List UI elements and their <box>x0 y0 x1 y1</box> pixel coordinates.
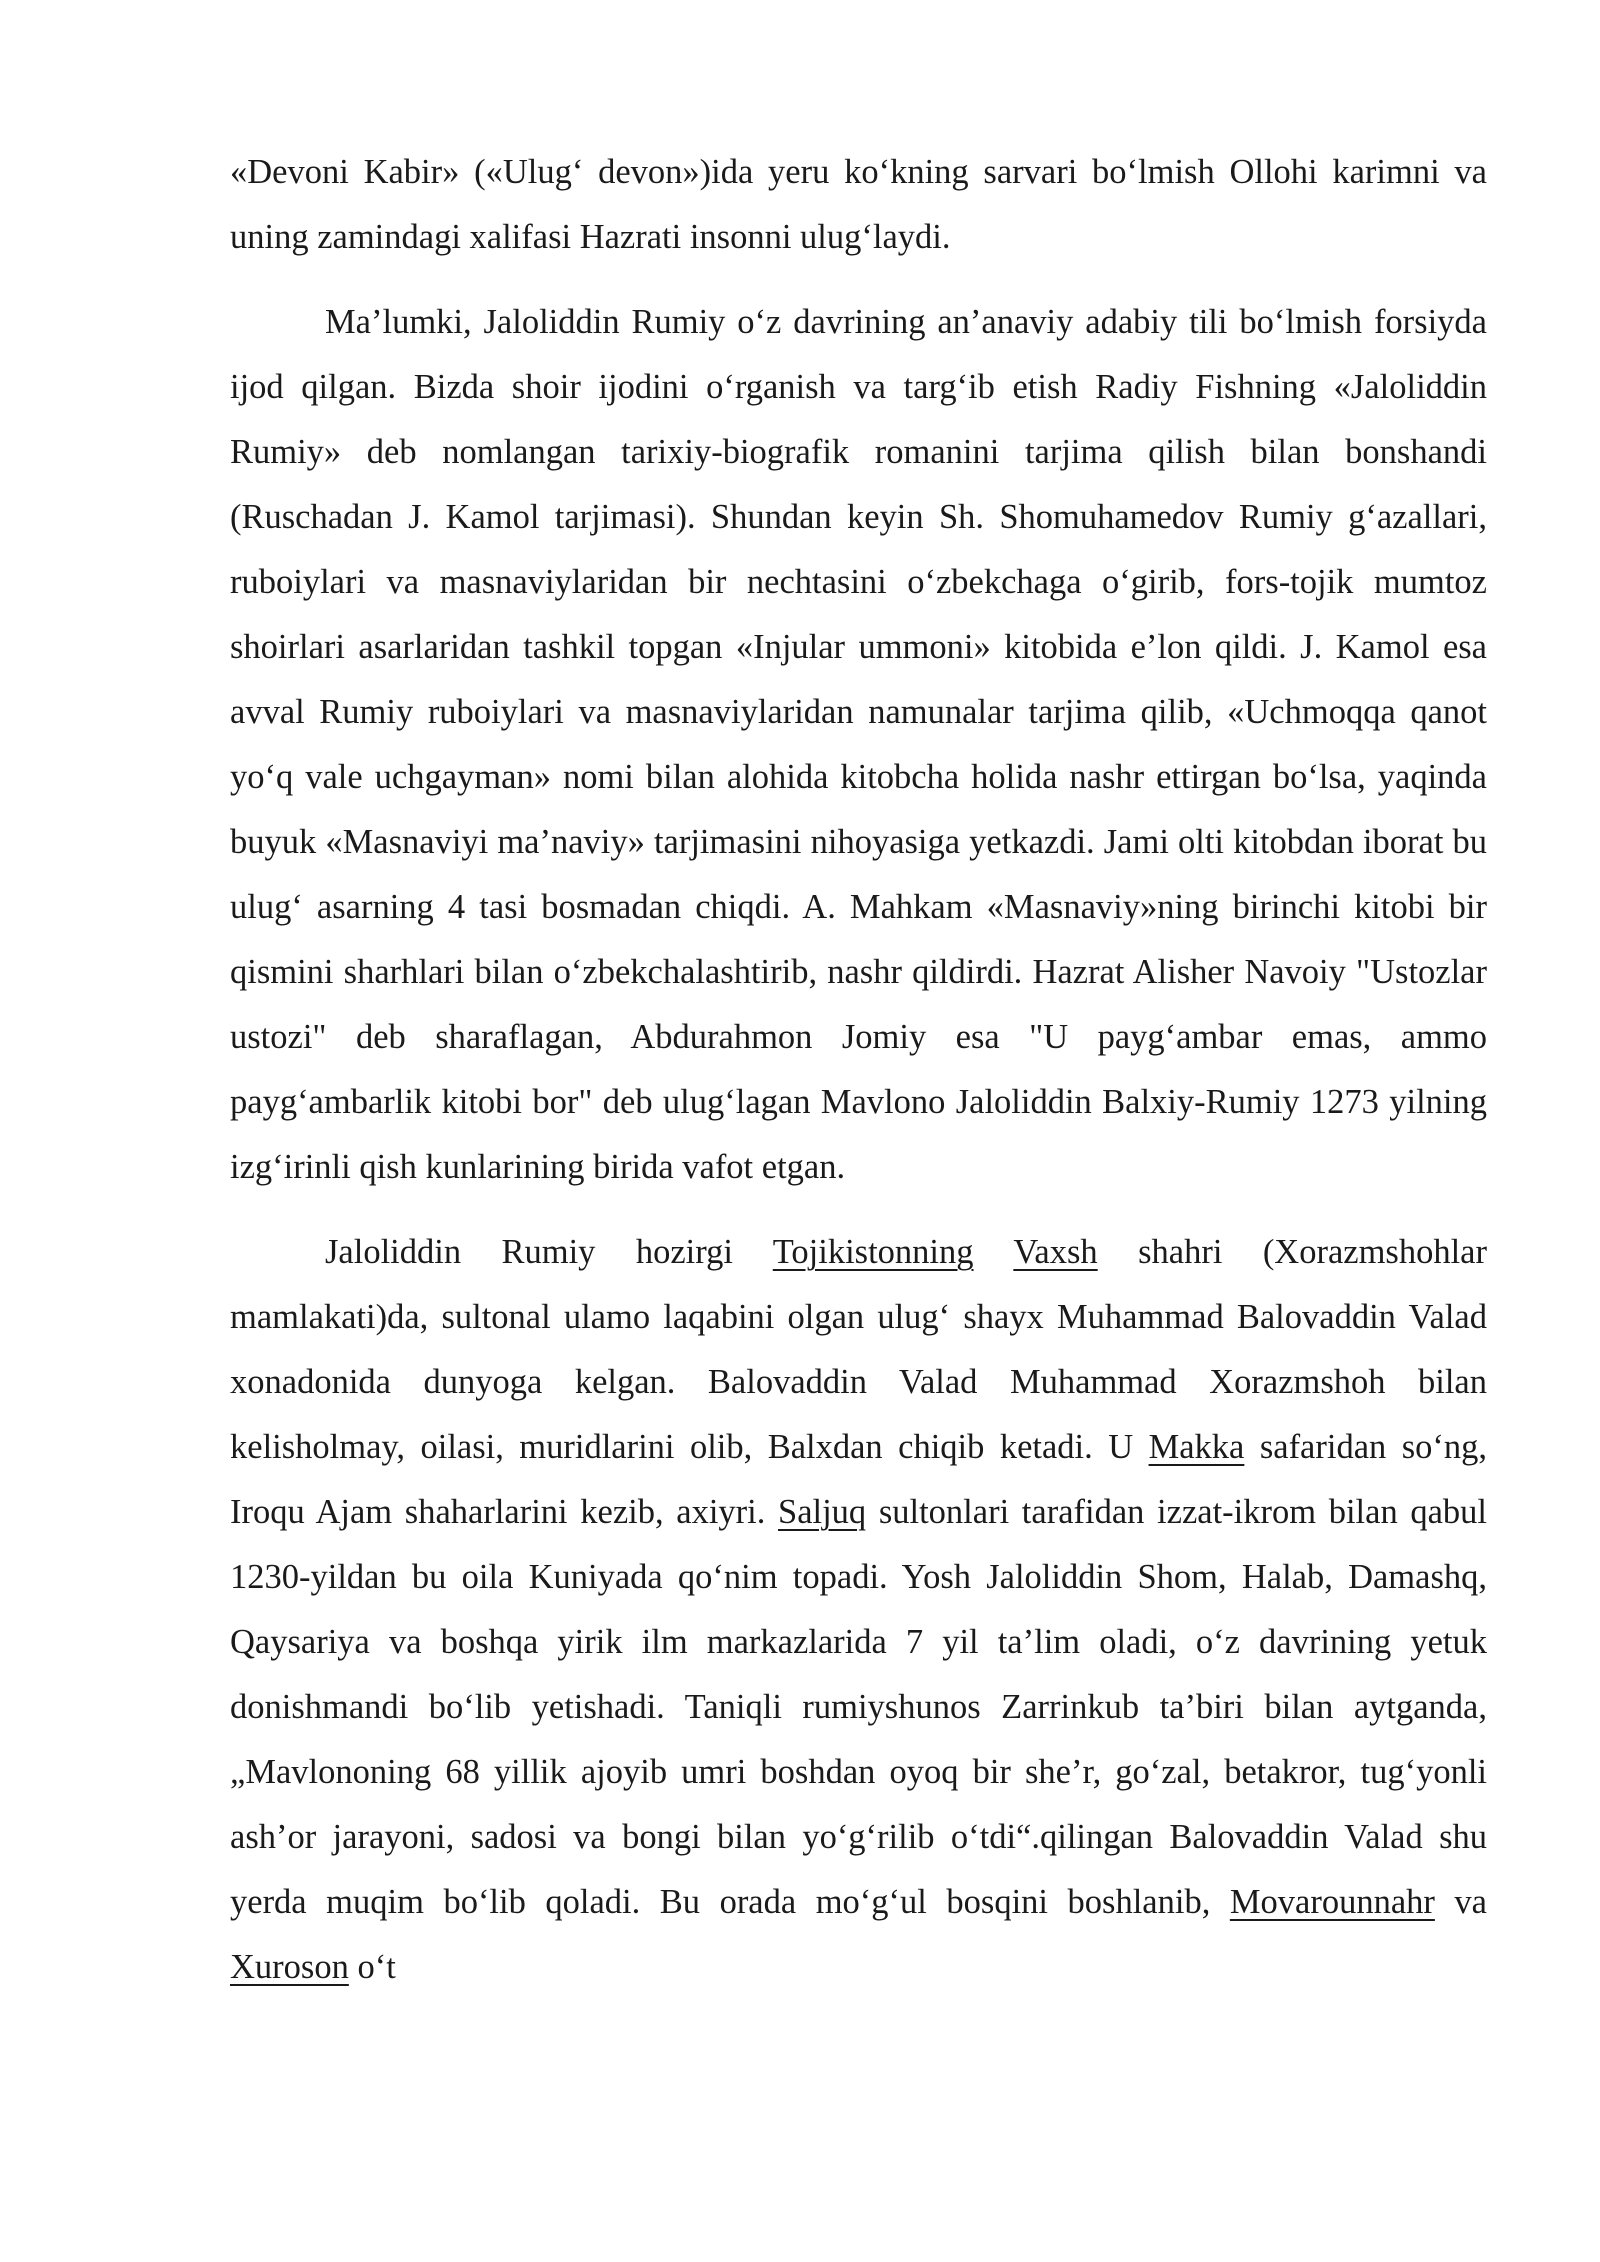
link-makka[interactable]: Makka <box>1148 1428 1245 1466</box>
link-xuroson[interactable]: Xuroson <box>230 1948 349 1986</box>
paragraph-3-text: Jaloliddin Rumiy hozirgi <box>325 1233 773 1271</box>
paragraph-2: Ma’lumki, Jaloliddin Rumiy o‘z davrining an’anaviy adabiy tili bo‘lmish forsiyda ijod qilgan. Bizda shoir ijodini o‘rganish va targ‘ib etish Radiy Fishning «Jaloliddin Rumiy» deb nomlangan tarixiy-biografik romanini tarjima qilish bilan bonshandi (Ruschadan J. Kamol tarjimasi). Shundan keyin Sh. Shomuhamedov Rumiy g‘azallari, ruboiylari va masnaviylaridan bir nechtasini o‘zbekchaga o‘girib, fors-tojik mumtoz shoirlari asarlaridan tashkil topgan «Injular ummoni» kitobida e’lon qildi. J. Kamol esa avval Rumiy ruboiylari va masnaviylaridan namunalar tarjima qilib, «Uchmoqqa qanot yo‘q vale uchgayman» nomi bilan alohida kitobcha holida nashr ettirgan bo‘lsa, yaqinda buyuk «Masnaviyi ma’naviy» tarjimasini nihoyasiga yetkazdi. Jami olti kitobdan iborat bu ulug‘ asarning 4 tasi bosmadan chiqdi. A. Mahkam «Masnaviy»ning birinchi kitobi bir qismini sharhlari bilan o‘zbekchalashtirib, nashr qildirdi. Hazrat Alisher Navoiy "Ustozlar ustozi" deb sharaflagan, Abdurahmon Jomiy esa "U payg‘ambar emas, ammo payg‘ambarlik kitobi bor" deb ulug‘lagan Mavlono Jaloliddin Balxiy-Rumiy 1273 yilning izg‘irinli qish kunlarining birida vafot etgan. <box>230 303 1487 1186</box>
paragraph-3-text: o‘t <box>348 1948 396 1986</box>
link-vaxsh[interactable]: Vaxsh <box>1013 1233 1098 1271</box>
link-tojikistonning[interactable]: Tojikistonning <box>772 1233 974 1271</box>
paragraph-3-text: va <box>1434 1883 1487 1921</box>
paragraph-3-text: safaridan so‘ng, Iroqu Ajam shaharlarini kezib, axiyri. <box>230 1428 1487 1531</box>
paragraph-3-text: shahri (Xorazmshohlar mamlakati)da, sultonal ulamo laqabini olgan ulug‘ shayx Muhammad Balovaddin Valad xonadonida dunyoga kelgan. Balovaddin Valad Muhammad Xorazmshoh bilan kelisholmay, oilasi, muridlarini olib, Balxdan chiqib ketadi. U <box>230 1233 1487 1466</box>
document-body <box>230 140 1487 2020</box>
paragraph-1: «Devoni Kabir» («Ulug‘ devon»)ida yeru ko‘kning sarvari bo‘lmish Ollohi karimni va uning zamindagi xalifasi Hazrati insonni ulug‘laydi. <box>230 153 1487 256</box>
link-movarounnahr[interactable]: Movarounnahr <box>1229 1883 1435 1921</box>
paragraph-3 <box>230 1220 1487 2000</box>
paragraph-3-text: sultonlari tarafidan izzat-ikrom bilan qabul 1230-yildan bu oila Kuniyada qo‘nim topadi. Yosh Jaloliddin Shom, Halab, Damashq, Qaysariya va boshqa yirik ilm markazlarida 7 yil ta’lim oladi, o‘z davrining yetuk donishmandi bo‘lib yetishadi. Taniqli rumiyshunos Zarrinkub ta’biri bilan aytganda, „Mavlononing 68 yillik ajoyib umri boshdan oyoq bir she’r, go‘zal, betakror, tug‘yonli ash’or jarayoni, sadosi va bongi bilan yo‘g‘rilib o‘tdi“.qilingan Balovaddin Valad shu yerda muqim bo‘lib qoladi. Bu orada mo‘g‘ul bosqini boshlanib, <box>230 1493 1487 1921</box>
link-saljuq[interactable]: Saljuq <box>778 1493 867 1531</box>
paragraph-3-text <box>974 1233 1014 1271</box>
